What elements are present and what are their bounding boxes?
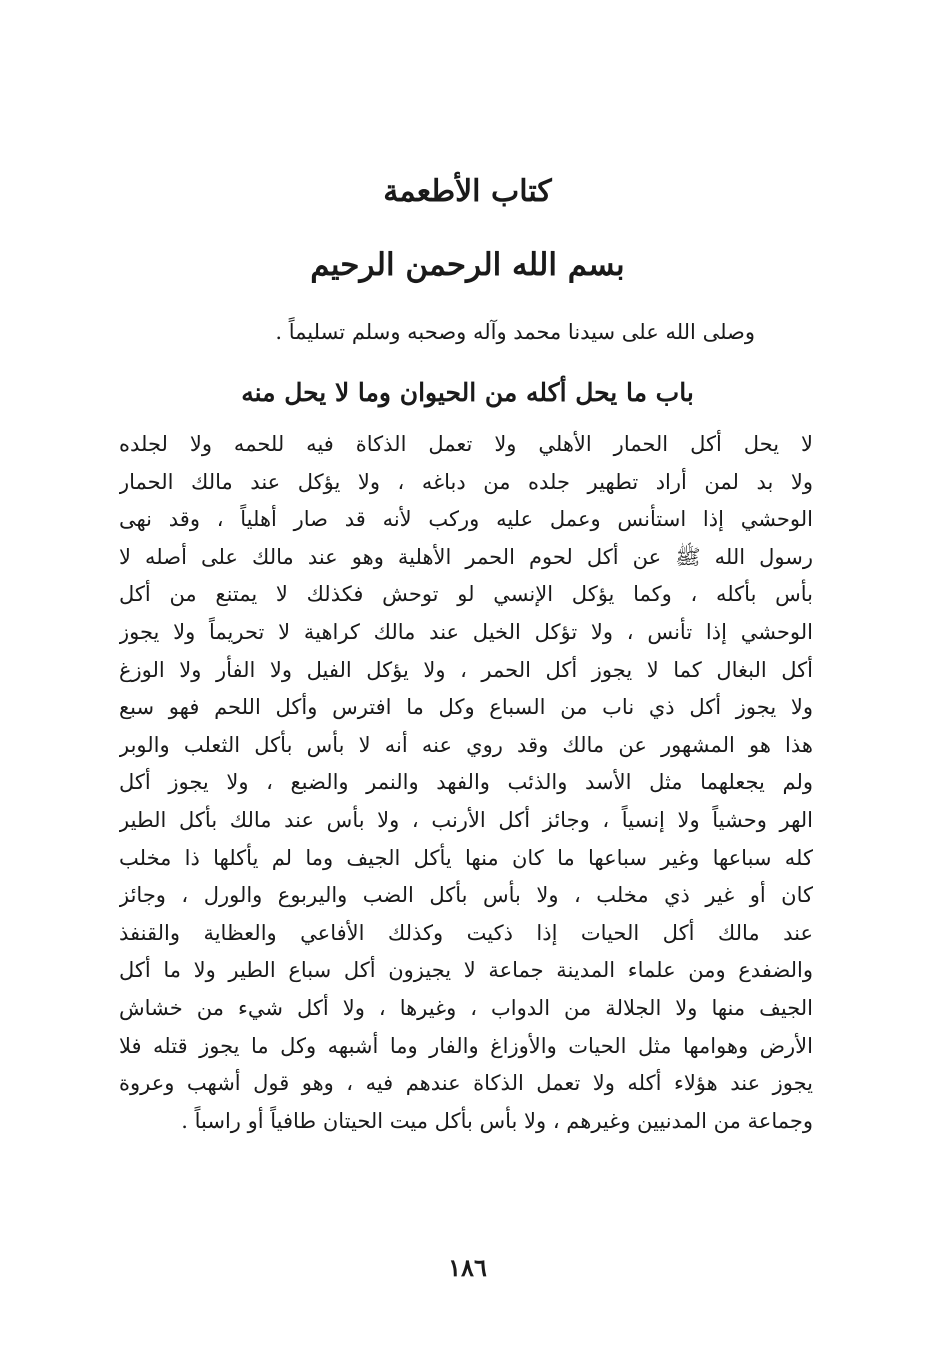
body-line: كله سباعها وغير سباعها ما كان منها يأكل الجيف وما لم يأكلها ذا مخلب (119, 845, 813, 870)
chapter-heading: باب ما يحل أكله من الحيوان وما لا يحل منه (241, 378, 694, 407)
salawat-line: وصلى الله على سيدنا محمد وآله وصحبه وسلم تسليماً . (275, 320, 755, 344)
basmala: بسم الله الرحمن الرحيم (310, 247, 625, 283)
body-line: بأس بأكله ، وكما يؤكل الإنسي لو توحش فكذلك لا يمتنع من أكل (119, 582, 813, 607)
body-line: الجيف منها ولا الجلالة من الدواب ، وغيرها ، ولا أكل شيء من خشاش (119, 995, 813, 1020)
body-line: هذا هو المشهور عن مالك وقد روي عنه أنه لا بأس بأكل الثعلب والوبر (119, 732, 813, 757)
book-title: كتاب الأطعمة (383, 174, 552, 209)
page-number: ١٨٦ (448, 1253, 487, 1282)
body-line: كان أو غير ذي مخلب ، ولا بأس بأكل الضب واليربوع والورل ، وجائز (119, 883, 813, 908)
body-line: رسول الله ﷺ عن أكل لحوم الحمر الأهلية وهو عند مالك على أصله لا (119, 544, 813, 569)
body-line: الوحشي إذا استأنس وعمل عليه وركب لأنه قد صار أهلياً ، وقد نهى (119, 507, 813, 532)
body-line: أكل البغال كما لا يجوز أكل الحمر ، ولا يؤكل الفيل ولا الفأر ولا الوزغ (119, 657, 813, 682)
chapter-body (119, 426, 813, 1140)
body-line: ولا يجوز أكل ذي ناب من السباع وكل ما افترس وأكل اللحم فهو سبع (119, 695, 813, 720)
body-line: ولم يجعلهما مثل الأسد والذئب والفهد والنمر والضبع ، ولا يجوز أكل (119, 770, 813, 795)
body-line: ولا بد لمن أراد تطهير جلده من دباغه ، ولا يؤكل عند مالك الحمار (119, 469, 813, 494)
body-line: الهر وحشياً ولا إنسياً ، وجائز أكل الأرنب ، ولا بأس عند مالك بأكل الطير (119, 807, 813, 832)
body-line: الأرض وهوامها مثل الحيات والأوزاغ والفار وما أشبهه وكل ما يجوز قتله فلا (119, 1033, 813, 1058)
body-line: لا يحل أكل الحمار الأهلي ولا تعمل الذكاة فيه للحمه ولا لجلده (119, 432, 813, 456)
body-line: عند مالك أكل الحيات إذا ذكيت وكذلك الأفاعي والعظاية والقنفذ (119, 920, 813, 945)
body-line: يجوز عند هؤلاء أكله ولا تعمل الذكاة عندهم فيه ، وهو قول أشهب وعروة (119, 1071, 813, 1096)
body-line: وجماعة من المدنيين وغيرهم ، ولا بأس بأكل ميت الحيتان طافياً أو راسباً . (181, 1108, 813, 1133)
body-line: والضفدع ومن علماء المدينة جماعة لا يجيزون أكل سباع الطير ولا ما أكل (119, 958, 813, 983)
body-line: الوحشي إذا تأنس ، ولا تؤكل الخيل عند مالك كراهية لا تحريماً ولا يجوز (119, 619, 813, 644)
